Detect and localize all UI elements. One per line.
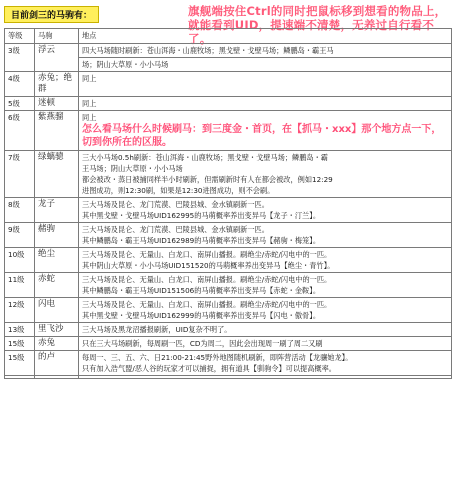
level-cell: 10级 xyxy=(5,248,35,273)
location-cell xyxy=(79,376,452,379)
level-cell: 12级 xyxy=(5,298,35,323)
level-cell: 7级 xyxy=(5,151,35,198)
location-line: 三大小马场0.5h刷新：苍山洱海・山鹿牧场；黑戈壁・戈壁马场；鳞鹏岛・霸 xyxy=(82,153,328,162)
table-row xyxy=(5,248,452,273)
location-cell xyxy=(79,151,452,198)
horse-name-cell: 赤兔；绝群 xyxy=(35,72,79,97)
location-cell xyxy=(79,198,452,223)
location-line: 王马场；阴山大草原・小小马场 xyxy=(82,164,183,173)
horse-name-cell: 浮云 xyxy=(35,44,79,72)
level-cell: 9级 xyxy=(5,223,35,248)
location-cell xyxy=(79,273,452,298)
location-line: 三大马场及昆仑、龙门荒漠、巴陵县城、金水镇刷新一匹。 xyxy=(82,225,269,234)
table-row xyxy=(5,44,452,58)
location-line: 进图成功，则12:30刷，如果是12:30进图成功，则不会刷。 xyxy=(82,186,275,195)
red-instruction-note: 旗舰端按住Ctrl的同时把鼠标移到想看的物品上，就能看到UID，提速端不清楚，无养过自行看不了。 xyxy=(188,4,447,46)
section-title: 目前剑三的马驹有： xyxy=(4,6,99,23)
table-row xyxy=(5,151,452,198)
location-line: 每周一、三、五、六、日21:00-21:45野外地图随机刷新，即阵营活动【龙骧她龙】。 xyxy=(82,353,353,362)
level-cell xyxy=(5,376,35,379)
table-row xyxy=(5,351,452,376)
level-cell: 11级 xyxy=(5,273,35,298)
location-line: 三大马场及昆仑、龙门荒漠、巴陵县城、金水镇刷新一匹。 xyxy=(82,200,269,209)
table-row xyxy=(5,323,452,337)
table-row xyxy=(5,337,452,351)
location-cell: 同上 xyxy=(79,72,452,97)
location-cell xyxy=(79,298,452,323)
column-header-level: 等级 xyxy=(5,29,35,44)
level-cell: 13级 xyxy=(5,323,35,337)
header-row xyxy=(4,6,99,26)
location-cell xyxy=(79,223,452,248)
level-cell: 15级 xyxy=(5,337,35,351)
table-row xyxy=(5,273,452,298)
level-cell: 3级 xyxy=(5,44,35,72)
horse-name-cell: 紫燕骝 xyxy=(35,111,79,151)
table-row xyxy=(5,97,452,111)
horse-name-cell: 龙子 xyxy=(35,198,79,223)
location-line: 其中鳞鹏岛・霸王马场UID151506的马萌概率养出变异马【赤蛇・金鞍】。 xyxy=(82,286,321,295)
location-cell xyxy=(79,111,452,151)
horse-name-cell: 赤兔 xyxy=(35,337,79,351)
horse-name-cell: 里飞沙 xyxy=(35,323,79,337)
level-cell: 5级 xyxy=(5,97,35,111)
table-header-row xyxy=(5,29,452,44)
horse-name-cell xyxy=(35,376,79,379)
location-line: 只有加入浩气盟/恶人谷的玩家才可以捕捉，拥有道具【驯驹令】可以提高概率。 xyxy=(82,364,336,373)
table-row xyxy=(5,298,452,323)
table-row xyxy=(5,198,452,223)
location-cell xyxy=(79,323,452,337)
horse-name-cell: 赭驹 xyxy=(35,223,79,248)
location-line: 同上 xyxy=(82,113,97,122)
level-cell: 6级 xyxy=(5,111,35,151)
table-row xyxy=(5,376,452,379)
location-line: 场；阴山大草原・小小马场 xyxy=(82,60,169,69)
horse-name-cell: 的卢 xyxy=(35,351,79,376)
column-header-location: 地点 xyxy=(79,29,452,44)
location-line: 三大马场及昆仑、无量山、白龙口、南屏山播报。刷绝尘/赤蛇/闪电中的一匹。 xyxy=(82,250,332,259)
table-row xyxy=(5,223,452,248)
location-line: 其中黑戈壁・戈壁马场UID162995的马萌概率养出变异马【龙子・汀兰】。 xyxy=(82,211,321,220)
horse-table xyxy=(4,28,452,379)
location-line: 三大马场及昆仑、无量山、白龙口、南屏山播报。刷绝尘/赤蛇/闪电中的一匹。 xyxy=(82,300,332,309)
location-line: 三大马场及黑龙沼播报刷新，UID复杂不明了。 xyxy=(82,325,232,334)
horse-name-cell: 迷顿 xyxy=(35,97,79,111)
location-line: 其中黑戈壁・戈壁马场UID162999的马萌概率养出变异马【闪电・傲骨】。 xyxy=(82,311,321,320)
horse-name-cell: 赤蛇 xyxy=(35,273,79,298)
location-cell xyxy=(79,351,452,376)
location-line: 都会被改・蒸日被捕同样半小时刷新，但需刷新时有人在都会被改，例如12:29 xyxy=(82,175,333,184)
location-line: 四大马场随时刷新：苍山洱海・山鹿牧场；黑戈壁・戈壁马场；鳞鹏岛・霸王马 xyxy=(82,46,334,55)
table-row xyxy=(5,72,452,97)
pink-overlay-note: 怎么看马场什么时候刷马：到三度金・首页，在【抓马・xxx】那个地方点一下，切到你所在的区服。 xyxy=(82,124,442,148)
location-line: 其中鳞鹏岛・霸王马场UID162989的马萌概率养出变异马【赭驹・梅笼】。 xyxy=(82,236,321,245)
location-line: 三大马场及昆仑、无量山、白龙口、南屏山播报。刷绝尘/赤蛇/闪电中的一匹。 xyxy=(82,275,332,284)
horse-name-cell: 闪电 xyxy=(35,298,79,323)
location-line: 其中阴山大草原・小小马场UID151520的马萌概率养出变异马【绝尘・青竹】。 xyxy=(82,261,335,270)
level-cell: 15级 xyxy=(5,351,35,376)
horse-name-cell: 绿螭骢 xyxy=(35,151,79,198)
location-cell: 只在三大马场刷新，每周刷一匹，CD为周二，因此会出现周一刷了周二又刷 xyxy=(79,337,452,351)
table-row xyxy=(5,111,452,151)
location-cell xyxy=(79,44,452,58)
horse-name-cell: 绝尘 xyxy=(35,248,79,273)
location-cell xyxy=(79,248,452,273)
level-cell: 4级 xyxy=(5,72,35,97)
location-cell xyxy=(79,58,452,72)
column-header-horse: 马驹 xyxy=(35,29,79,44)
location-cell: 同上 xyxy=(79,97,452,111)
level-cell: 8级 xyxy=(5,198,35,223)
